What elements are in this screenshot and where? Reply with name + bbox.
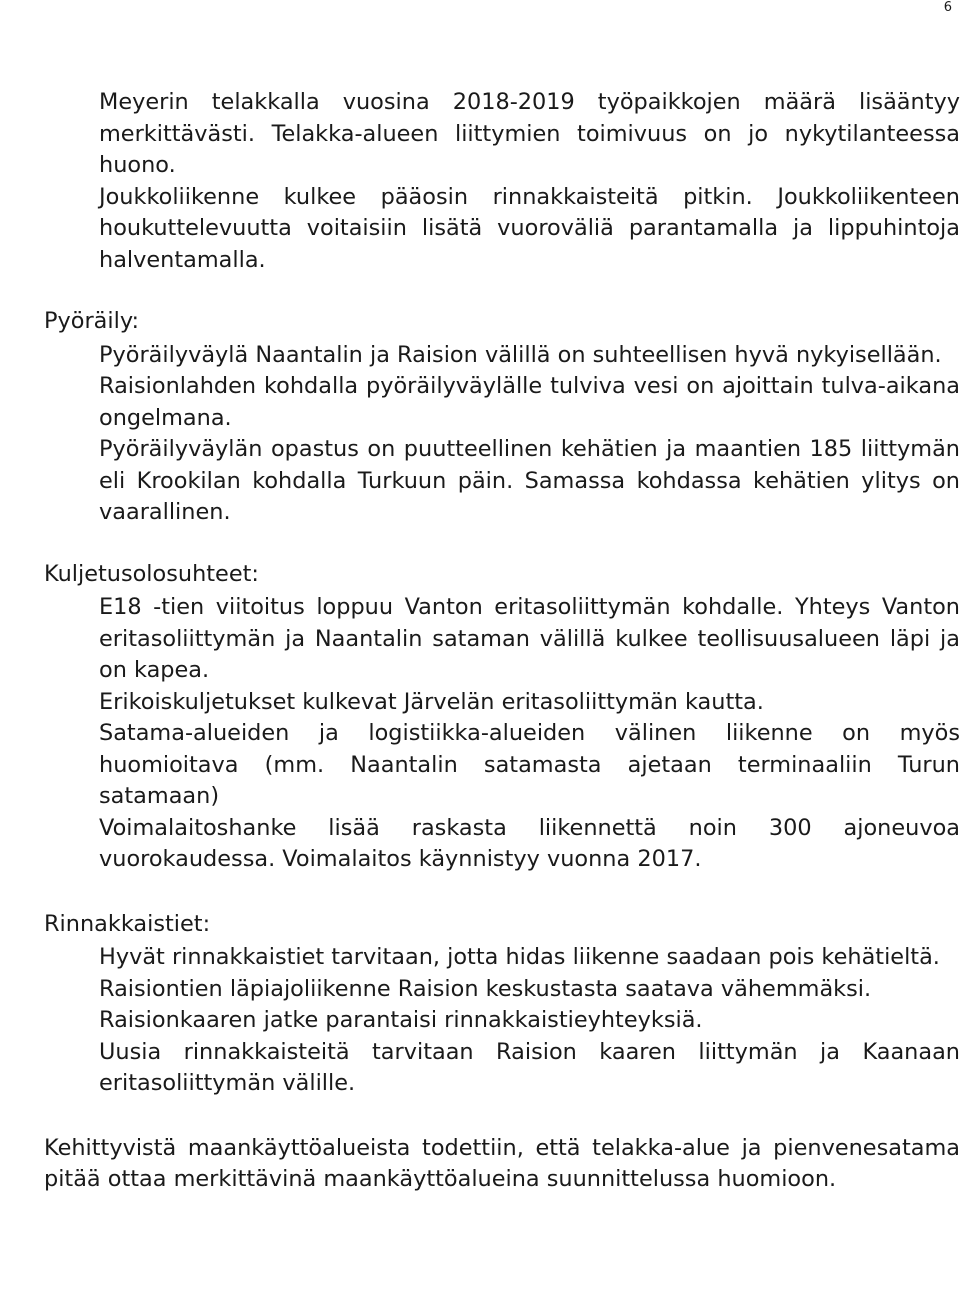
list-item [0,182,960,277]
paragraph-text: Kehittyvistä maankäyttöalueista todettiin, että telakka-alue ja pienvenesatama pitää ottaa merkittävinä maankäyttöalueina suunnittelussa huomioon. [44,1134,960,1192]
list-item-text: Raisionlahden kohdalla pyöräilyväylälle tulviva vesi on ajoittain tulva-aikana ongelmana. [99,373,960,431]
heading-text: Rinnakkaistiet: [44,910,211,937]
list-item [0,371,960,434]
list-item-text: Pyöräilyväylä Naantalin ja Raision välillä on suhteellisen hyvä nykyisellään. [99,341,942,368]
list-item-text: Raisionkaaren jatke parantaisi rinnakkaistieyhteyksiä. [99,1007,703,1033]
list-item [0,942,960,974]
list-item-text: Uusia rinnakkaisteitä tarvitaan Raision kaaren liittymän ja Kaanaan eritasoliittymän välille. [99,1038,960,1096]
list-item-text: Satama-alueiden ja logistiikka-alueiden välinen liikenne on myös huomioitava (mm. Naantalin satamasta ajetaan terminaaliin Turun satamaan) [99,720,960,809]
list-item [0,592,960,687]
list-item-text: E18 -tien viitoitus loppuu Vanton eritasoliittymän kohdalle. Yhteys Vanton eritasoliittymän ja Naantalin sataman välillä kulkee teollisuusalueen läpi ja on kapea. [99,594,960,683]
list-item-text: Raisiontien läpiajoliikenne Raision keskustasta saatava vähemmäksi. [99,975,872,1002]
list-item [0,813,960,876]
heading-text: Kuljetusolosuhteet: [44,560,259,587]
list-item-text: Pyöräilyväylän opastus on puutteellinen kehätien ja maantien 185 liittymän eli Krookilan kohdalla Turkuun päin. Samassa kohdassa kehätien ylitys on vaarallinen. [99,436,960,525]
list-item [0,687,960,719]
section-heading-transport [0,559,960,591]
section-heading-parallel-roads [0,909,960,941]
list-item-text: Voimalaitoshanke lisää raskasta liikennettä noin 300 ajoneuvoa vuorokaudessa. Voimalaitos käynnistyy vuonna 2017. [99,814,960,872]
section-heading-cycling [0,306,960,338]
list-item [0,1037,960,1100]
list-item [0,87,960,182]
list-item [0,1005,960,1037]
list-item-text: Meyerin telakkalla vuosina 2018-2019 työpaikkojen määrä lisääntyy merkittävästi. Telakka-alueen liittymien toimivuus on jo nykytilanteessa huono. [99,89,960,178]
list-item [0,434,960,529]
heading-text: Pyöräily: [44,308,139,334]
list-item [0,340,960,372]
land-use-paragraph [0,1133,960,1196]
list-item-text: Erikoiskuljetukset kulkevat Järvelän eritasoliittymän kautta. [99,688,764,715]
page-number: 6 [943,0,952,15]
list-item [0,974,960,1006]
list-item [0,718,960,813]
document-body [0,87,960,1196]
list-item-text: Joukkoliikenne kulkee pääosin rinnakkaisteitä pitkin. Joukkoliikenteen houkuttelevuutta voitaisiin lisätä vuoroväliä parantamalla ja lippuhintoja halventamalla. [99,183,960,273]
list-item-text: Hyvät rinnakkaistiet tarvitaan, jotta hidas liikenne saadaan pois kehätieltä. [99,944,940,970]
